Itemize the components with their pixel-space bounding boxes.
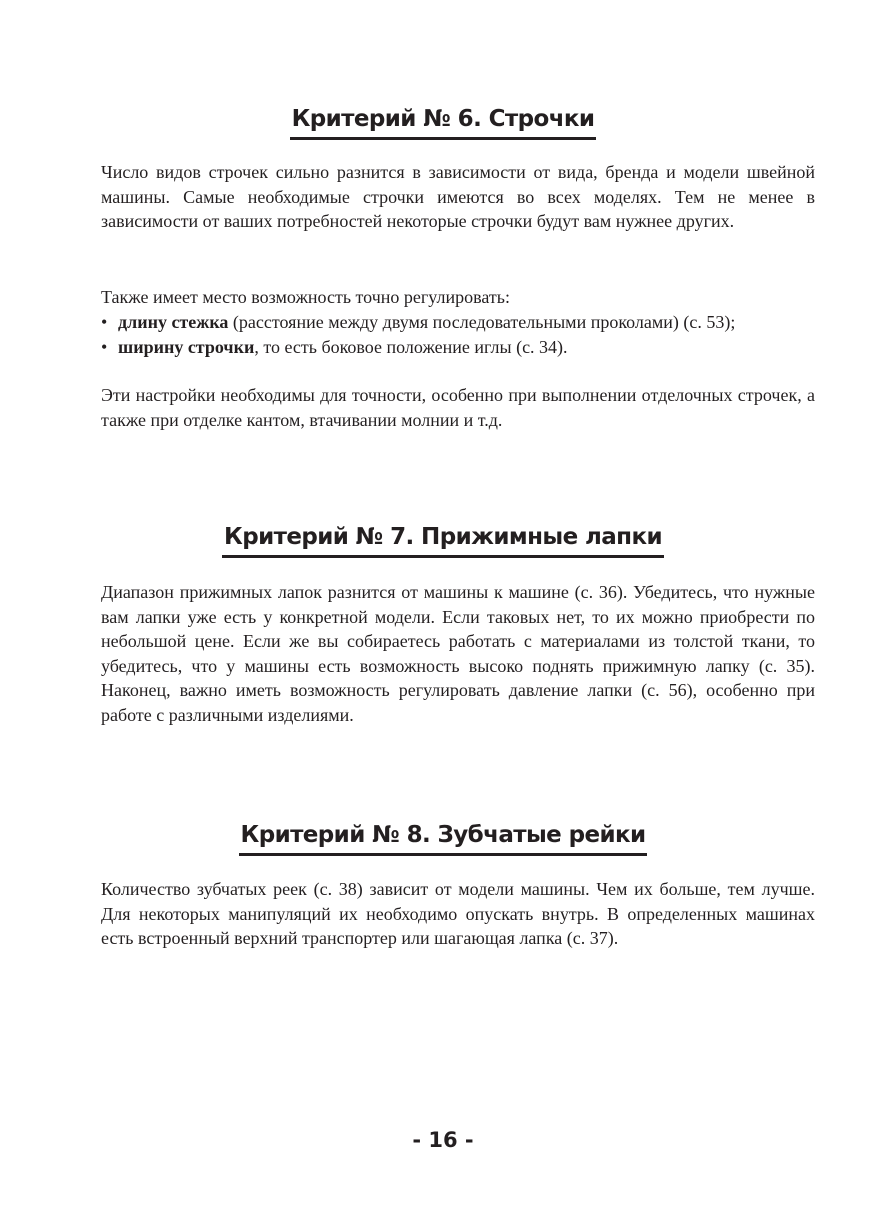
bullet-item-stitch-length [101,310,815,335]
bullet-item-stitch-width [101,335,815,360]
section-6-intro: Число видов строчек сильно разнится в зависимости от вида, бренда и модели швейной машины. Самые необходимые строчки имеются во всех моделях. Тем не менее в зависимости от ваших потребностей некоторые строчки будут вам нужнее других. [101,162,815,231]
section-6-lead: Также имеет место возможность точно регулировать: [101,287,510,307]
section-6-outro: Эти настройки необходимы для точности, особенно при выполнении отделочных строчек, а также при отделке кантом, втачивании молнии и т.д. [101,385,815,430]
section-7-heading-text: Критерий № 7. Прижимные лапки [222,522,664,558]
section-6-heading-text: Критерий № 6. Строчки [290,104,597,140]
section-8-body: Количество зубчатых реек (с. 38) зависит от модели машины. Чем их больше, тем лучше. Для некоторых манипуляций их необходимо опускать внутрь. В определенных машинах есть встроенный верхний транспортер или шагающая лапка (с. 37). [101,879,815,948]
section-7-heading [0,522,886,558]
section-6-bullet-list [101,310,815,359]
bullet-icon: • [101,312,108,332]
section-8-heading-text: Критерий № 8. Зубчатые рейки [239,820,648,856]
section-8-heading [0,820,886,856]
bullet-item-bold: длину стежка [118,312,229,332]
bullet-icon: • [101,336,108,357]
bullet-item-text: , то есть боковое положение иглы (с. 34). [254,336,568,357]
page-number: - 16 - [412,1128,474,1152]
bullet-item-bold: ширину строчки [118,336,255,357]
section-6-heading [0,104,886,140]
bullet-item-text: (расстояние между двумя последовательными проколами) (с. 53); [228,312,736,332]
section-7-body: Диапазон прижимных лапок разнится от машины к машине (с. 36). Убедитесь, что нужные вам лапки уже есть у конкретной модели. Если таковых нет, то их можно приобрести по небольшой цене. Если же вы собираетесь работать с материалами из толстой ткани, то убедитесь, что у машины есть возможность высоко поднять прижимную лапку (с. 35). Наконец, важно иметь возможность регулировать давление лапки (с. 56), особенно при работе с различными изделиями. [101,582,815,725]
